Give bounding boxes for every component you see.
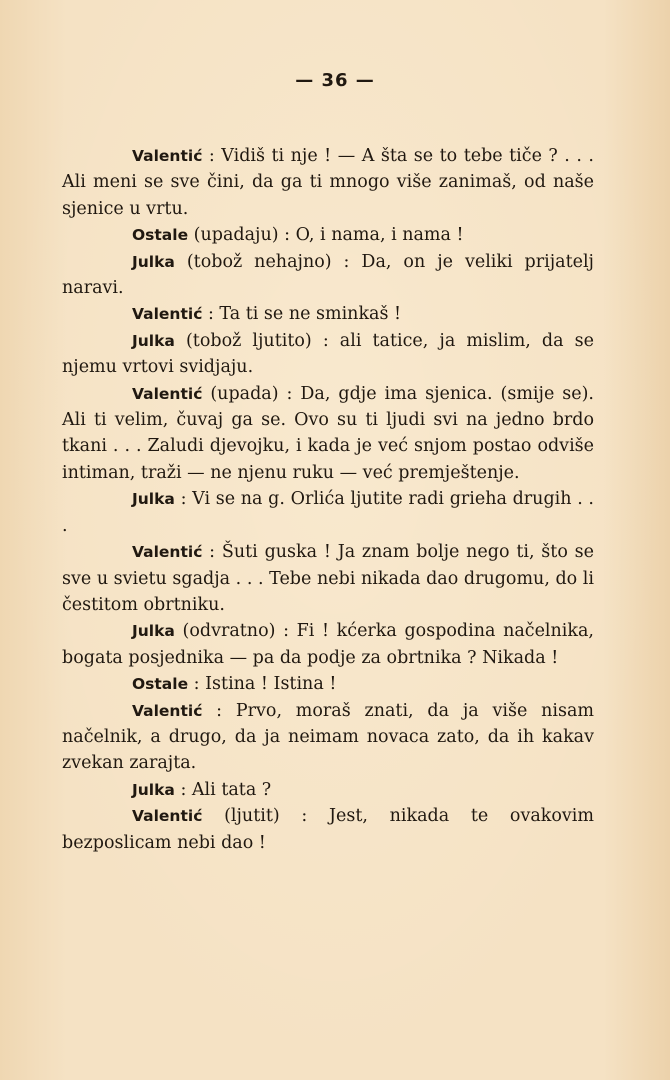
stage-direction: (tobož ljutito) (174, 330, 312, 351)
stage-direction: (upadaju) (188, 225, 279, 246)
dialogue-paragraph (62, 539, 594, 618)
speaker-separator: : (275, 621, 297, 642)
speaker-separator: : (202, 146, 222, 166)
speaker-separator: : (202, 700, 236, 721)
speaker-name: Julka (132, 252, 175, 271)
speaker-separator: : (174, 489, 193, 510)
dialogue-line: Prvo, moraš znati, da ja više nisam načelnik, a drugo, da ja neimam novaca zato, da ih kakav zvekan zarajta. (62, 700, 594, 774)
dialogue-line: Da, gdje ima sjenica. (smije se). Ali ti velim, čuvaj ga se. Ovo su ti ljudi svi na jedno brdo tkani . . . Zaludi djevojku, i kada je već snjom postao odviše intiman, traži — ne njenu ruku — već premještenje. (62, 383, 594, 483)
speaker-separator: : (202, 542, 222, 563)
speaker-separator: : (331, 251, 362, 272)
speaker-name: Ostale (132, 226, 189, 245)
dialogue-paragraph (62, 222, 594, 248)
dialogue-line: Jest, nikada te ovakovim bezposlicam nebi dao ! (62, 806, 594, 853)
speaker-separator: : (311, 330, 340, 351)
speaker-separator: : (279, 806, 329, 827)
dialogue-line: Ali tata ? (191, 779, 272, 800)
dialogue-text (62, 143, 594, 856)
dialogue-line: Da, on je veliki prijatelj naravi. (62, 251, 594, 299)
dialogue-paragraph (62, 249, 594, 302)
speaker-name: Julka (132, 622, 175, 641)
dialogue-paragraph (62, 301, 594, 327)
dialogue-line: Vidiš ti nje ! — A šta se to tebe tiče ? . . . Ali meni se sve čini, da ga ti mnogo više zanimaš, od naše sjenice u vrtu. (62, 146, 594, 219)
dialogue-paragraph (62, 486, 594, 539)
speaker-separator: : (278, 383, 301, 404)
page-number: — 36 — (295, 70, 375, 91)
speaker-name: Julka (132, 780, 175, 799)
stage-direction: (odvratno) (174, 621, 276, 642)
speaker-separator: : (278, 225, 296, 246)
speaker-name: Valentić (132, 701, 203, 720)
speaker-name: Valentić (132, 305, 203, 324)
stage-direction: (ljutit) (202, 806, 280, 827)
dialogue-paragraph (62, 618, 594, 671)
dialogue-line: O, i nama, i nama ! (295, 225, 464, 246)
dialogue-paragraph (62, 381, 594, 487)
speaker-name: Julka (132, 331, 175, 350)
speaker-name: Valentić (132, 147, 203, 165)
speaker-name: Julka (132, 490, 175, 509)
stage-direction: (tobož nehajno) (174, 251, 332, 272)
speaker-name: Valentić (132, 543, 203, 562)
dialogue-line: Istina ! Istina ! (205, 674, 337, 695)
speaker-separator: : (202, 304, 220, 325)
stage-direction: (upada) (202, 383, 279, 404)
dialogue-paragraph (62, 803, 594, 856)
dialogue-line: Vi se na g. Orlića ljutite radi grieha drugih . . . (62, 489, 594, 536)
dialogue-paragraph (62, 777, 594, 803)
dialogue-paragraph (62, 143, 594, 222)
speaker-name: Valentić (132, 807, 203, 826)
dialogue-paragraph (62, 671, 594, 697)
dialogue-line: ali tatice, ja mislim, da se njemu vrtovi svidjaju. (62, 330, 594, 378)
dialogue-line: Fi ! kćerka gospodina načelnika, bogata posjednika — pa da podje za obrtnika ? Nikada ! (62, 621, 594, 668)
speaker-separator: : (188, 674, 206, 695)
dialogue-line: Šuti guska ! Ja znam bolje nego ti, što se sve u svietu sgadja . . . Tebe nebi nikada dao drugomu, do li čestitom obrtniku. (62, 542, 594, 615)
speaker-separator: : (174, 779, 192, 800)
dialogue-paragraph (62, 698, 594, 777)
dialogue-paragraph (62, 328, 594, 381)
speaker-name: Ostale (132, 675, 189, 694)
dialogue-line: Ta ti se ne sminkaš ! (219, 304, 402, 325)
speaker-name: Valentić (132, 384, 203, 403)
